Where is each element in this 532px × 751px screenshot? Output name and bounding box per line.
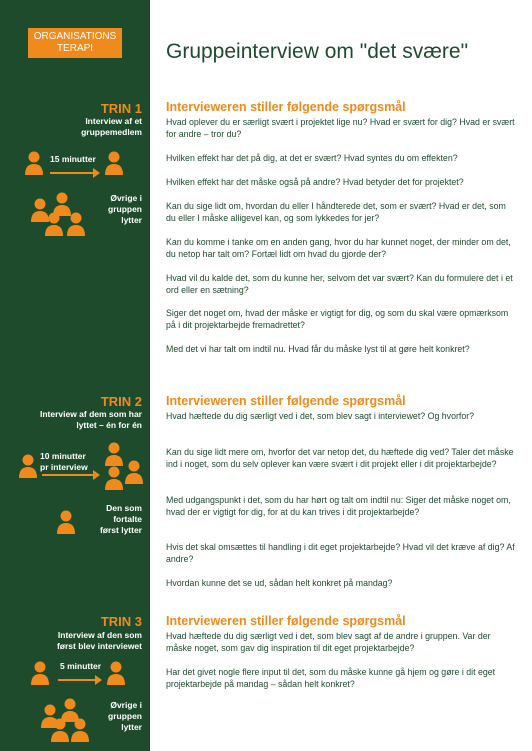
question: Kan du komme i tanke om en anden gang, hvor du har kunnet noget, der minder om det, du netop har talt om? Fortæl lidt om hvad du gjorde der? — [166, 237, 511, 259]
trin3-minutes: 5 minutter — [60, 661, 102, 671]
person-icon — [104, 442, 124, 466]
trin1-minutes: 15 minutter — [50, 154, 96, 164]
trin2-label: TRIN 2 — [100, 394, 142, 409]
page-title: Gruppeinterview om "det svære" — [166, 40, 469, 63]
trin3-listeners: Øvrige i gruppen lytter — [108, 700, 142, 732]
arrow-right-icon — [42, 474, 94, 476]
trin2-heading: Intervieweren stiller følgende spørgsmål — [166, 394, 406, 408]
question: Kan du sige lidt mere om, hvorfor det var netop det, du hæftede dig ved? Taler det måske ind i noget, som du selv oplever kan være svært i dit projekt eller i dit projektarbejde? — [166, 447, 514, 469]
question: Siger det noget om, hvad der måske er vigtigt for dig, og som du skal være opmærksom på i dit projektarbejde fremadrettet? — [166, 308, 509, 330]
trin3-label: TRIN 3 — [100, 614, 142, 629]
trin1-listeners: Øvrige i gruppen lytter — [108, 193, 142, 225]
trin2-listeners: Den som fortalte først lytter — [99, 503, 142, 535]
question: Hvad vil du kalde det, som du kunne her, selvom det var svært? Kan du formulere det i et ord eller en sætning? — [166, 273, 513, 295]
person-icon — [70, 718, 90, 742]
logo: ORGANISATIONS TERAPI — [28, 28, 122, 58]
person-icon — [106, 661, 126, 685]
question: Har det givet nogle flere input til det, som du måske kunne gå hjem og gøre i dit eget projektarbejde på mandag – sådan helt konkret? — [166, 667, 496, 689]
person-icon — [30, 661, 50, 685]
question: Hvad hæftede du dig særligt ved i det, som blev sagt af de andre i gruppen. Var der måske noget, som gav dig inspiration til dit eget projektarbejde? — [166, 631, 491, 653]
person-icon — [104, 466, 124, 490]
question: Hvordan kunne det se ud, sådan helt konkret på mandag? — [166, 578, 393, 588]
trin2-description: Interview af dem som har lyttet – én for én — [39, 409, 142, 430]
trin1-label: TRIN 1 — [100, 101, 142, 116]
person-icon — [66, 212, 86, 236]
person-icon — [56, 510, 76, 534]
person-icon — [50, 718, 70, 742]
person-icon — [24, 151, 44, 175]
question: Med udgangspunkt i det, som du har hørt og talt om indtil nu: Siger det måske noget om, hvad der er vigtigt for dig, for at du kan trives i dit projektarbejde? — [166, 495, 511, 517]
arrow-right-icon — [58, 679, 96, 681]
question: Hvilken effekt har det på dig, at det er svært? Hvad syntes du om effekten? — [166, 153, 458, 163]
question: Hvad hæftede du dig særligt ved i det, som blev sagt i interviewet? Og hvorfor? — [166, 411, 475, 421]
question: Hvilken effekt har det måske også på andre? Hvad betyder det for projektet? — [166, 177, 464, 187]
person-icon — [124, 460, 144, 484]
person-icon — [18, 454, 38, 478]
arrow-right-icon — [50, 172, 94, 174]
question: Med det vi har talt om indtil nu. Hvad får du måske lyst til at gøre helt konkret? — [166, 344, 470, 354]
question: Kan du sige lidt om, hvordan du eller I håndterede det, som er svært? Hvad er det, som du eller I måske alligevel kan, og som lykkedes for jer? — [166, 201, 506, 223]
person-icon — [44, 212, 64, 236]
trin2-minutes: 10 minutter pr interview — [40, 451, 88, 472]
trin1-heading: Intervieweren stiller følgende spørgsmål — [166, 100, 406, 114]
trin3-heading: Intervieweren stiller følgende spørgsmål — [166, 614, 406, 628]
question: Hvad oplever du er særligt svært i projektet lige nu? Hvad er svært for dig? Hvad er svært for andre – tror du? — [166, 117, 515, 139]
person-icon — [104, 151, 124, 175]
trin1-description: Interview af et gruppemedlem — [81, 116, 142, 137]
trin3-description: Interview af den som først blev interviewet — [56, 630, 142, 651]
question: Hvis det skal omsættes til handling i dit eget projektarbejde? Hvad vil det kræve af dig? Af andre? — [166, 542, 515, 564]
